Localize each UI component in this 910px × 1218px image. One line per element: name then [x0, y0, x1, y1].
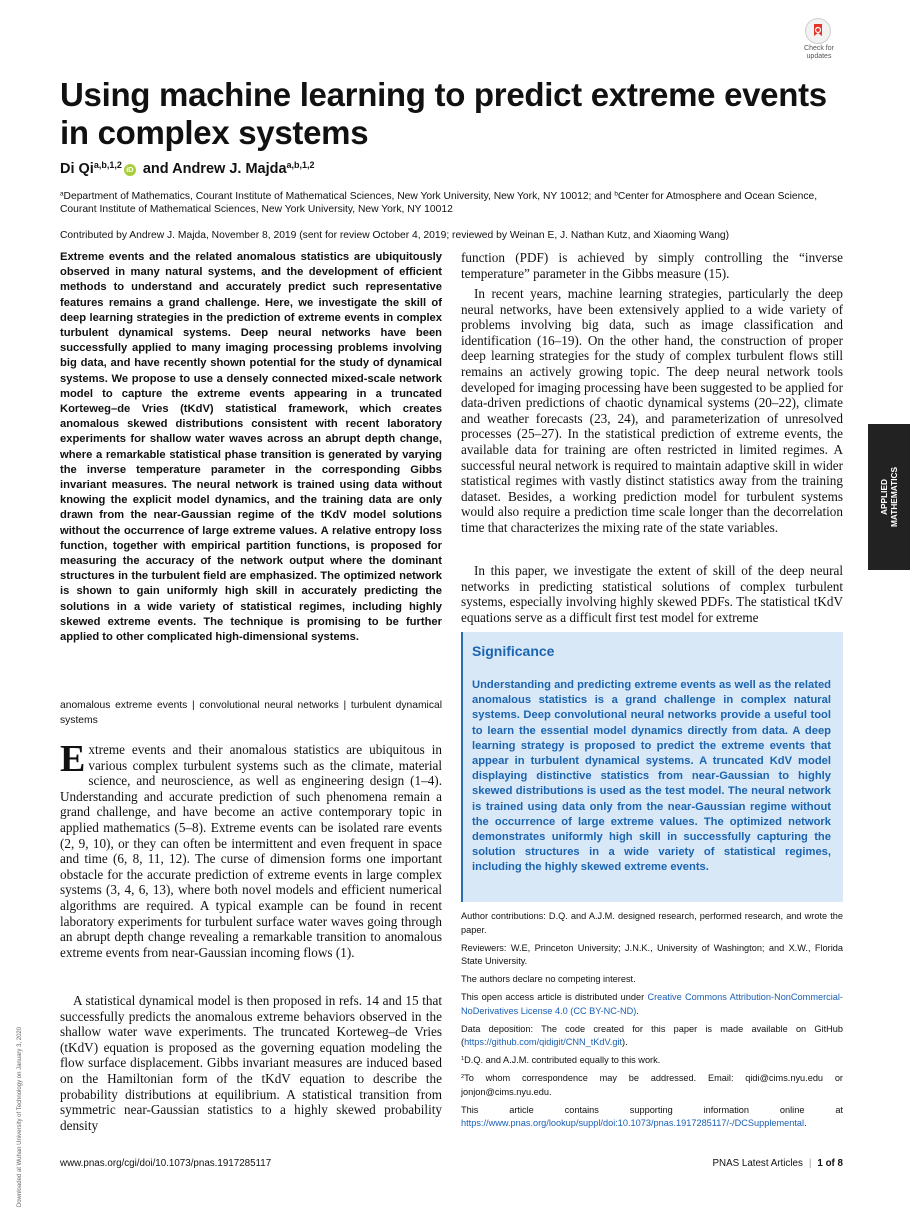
- author-name[interactable]: Andrew J. Majda: [172, 161, 287, 177]
- license-note: [461, 991, 843, 1018]
- affiliation-mark: a: [60, 190, 64, 198]
- license-link[interactable]: Creative Commons Attribution-NonCommercial-NoDerivatives License 4.0 (CC BY-NC-ND): [461, 992, 843, 1016]
- abstract: Extreme events and the related anomalous statistics are ubiquitously observed in many natural systems, and the development of efficient methods to understand and accurately predict such representative features remains a grand challenge. Here, we investigate the skill of deep learning strategies in the prediction of extreme events in complex turbulent dynamical systems. Deep neural networks have been successfully applied to many imaging processing problems involving big data, and have recently shown potential for the study of dynamical systems. We propose to use a densely connected mixed-scale network model to capture the extreme events appearing in a truncated Korteweg–de Vries (tKdV) statistical framework, which creates anomalous skewed distributions consistent with recent laboratory experiments for shallow water waves across an abrupt depth change, where a remarkable statistical phase transition is generated by varying the inverse temperature parameter in the corresponding Gibbs invariant measures. The neural network is trained using data without knowing the explicit model dynamics, and the training data are only drawn from the near-Gaussian regime of the tKdV model solutions without the occurrence of large extreme values. A relative entropy loss function, together with empirical partition functions, is proposed for measuring the accuracy of the network output where the dominant structures in the turbulent field are emphasized. The optimized network is shown to gain uniformly high skill in accurately predicting the solutions in a wide variety of statistical regimes, including highly skewed extreme events. The technique is promising to be further applied to other complicated high-dimensional systems.: [60, 251, 442, 644]
- download-note: [12, 1022, 28, 1212]
- significance-text: Understanding and predicting extreme events as well as the related anomalous statistics is a grand challenge in complex natural systems. Deep convolutional neural networks provide a useful tool to learn the essential model dynamics directly from data. A deep learning strategy is proposed to predict the extreme events that appear in turbulent dynamical systems. A truncated KdV model displaying distinctive statistics from near-Gaussian to highly skewed distributions is used as the test model. The neural network is trained using data only from the near-Gaussian regime without the occurrence of large extreme values. The optimized network demonstrates uniformly high skill in successfully capturing the solution structures in a wide variety of statistical regimes, including the highly skewed extreme events.: [472, 679, 831, 874]
- supporting-info: [461, 1104, 843, 1131]
- check-for-updates-badge[interactable]: [796, 18, 842, 64]
- author-superscript: a,b,1,2: [286, 160, 315, 171]
- download-note-text: Downloaded at Wuhan University of Technology on January 3, 2020: [17, 1026, 23, 1208]
- reviewers-note: Reviewers: W.E, Princeton University; J.N.K., University of Washington; and X.W., Florida State University.: [461, 942, 843, 966]
- drop-cap: E: [60, 738, 86, 780]
- badge-line-1: Check for: [804, 45, 834, 52]
- competing-interest: The authors declare no competing interest.: [461, 974, 636, 984]
- affiliation-text: Department of Mathematics, Courant Institute of Mathematical Sciences, New York University, New York, NY 10012; and: [63, 191, 615, 202]
- si-link[interactable]: https://www.pnas.org/lookup/suppl/doi:10.1073/pnas.1917285117/-/DCSupplemental: [461, 1118, 805, 1128]
- author-name[interactable]: Di Qi: [60, 161, 94, 177]
- intro-text: xtreme events and their anomalous statistics are ubiquitous in various complex turbulent systems such as the climate, material science, and neuroscience, as well as engineering design (1–4). Understanding and accurate prediction of such phenomena remain a grand challenge, and have become an active contemporary topic in applied mathematics (5–8). Extreme events can be isolated rare events (2, 9, 10), or they can often be intermittent and even frequent in space and time (6, 8, 11, 12). The curse of dimension forms one important obstacle for the accurate prediction of extreme events in large complex systems (3, 4, 6, 13), where both novel models and efficient numerical algorithms are required. A typical example can be found in recent laboratory experiments for turbulent surface water waves going through an abrupt depth change revealing a remarkable transition to anomalous extreme events from near-Gaussian incoming flows (1).: [60, 742, 442, 960]
- footnote-1: [461, 1054, 843, 1068]
- article-notes: [461, 910, 843, 1135]
- intro-paragraph: [60, 738, 442, 960]
- deposition-prefix: Data deposition: The code created for this paper is made available on GitHub (: [461, 1023, 843, 1047]
- footer-page-info: [700, 1158, 843, 1169]
- author-contributions: Author contributions: D.Q. and A.J.M. designed research, performed research, and wrote the paper.: [461, 911, 843, 935]
- significance-title: Significance: [472, 643, 555, 659]
- data-deposition: [461, 1023, 843, 1050]
- body-paragraph: A statistical dynamical model is then proposed in refs. 14 and 15 that successfully predicts the anomalous extreme behaviors observed in the shallow water wave experiments. The truncated Korteweg–de Vries (tKdV) equation is proposed as the governing equation modeling the flow surface displacement. Gibbs invariant measures are induced based on the Hamiltonian form of the tKdV equation to describe the probability distributions at equilibrium. A statistical transition from symmetric near-Gaussian statistics to a highly skewed probability density: [60, 993, 442, 1133]
- body-paragraph: In recent years, machine learning strategies, particularly the deep neural networks, have been extensively applied to a wide variety of problems involving big data, such as image classification and identification (16–19). On the other hand, the construction of proper deep learning strategies for the study of complex turbulent flows still remains an actively growing topic. The deep neural network tools developed for imaging processing have been suggested to be applied for data-driven predictions of chaotic dynamical systems (20–22), climate and weather forecasts (23, 24), and parameterization of unresolved processes (25–27). In the statistical prediction of extreme events, the available data for training are often restricted in limited regimes. A successful neural network is required to maintain adaptive skill in wider statistical regimes with vastly distinct statistics away from the training dataset. Besides, a working prediction model for turbulent systems would also require a prediction time scale longer than the decorrelation time that characterizes the mixing rate of the state variables.: [461, 286, 843, 535]
- footnote-text: D.Q. and A.J.M. contributed equally to this work.: [464, 1055, 661, 1065]
- footer-journal: PNAS Latest Articles: [712, 1158, 803, 1169]
- footnote-text: To whom correspondence may be addressed. Email: qidi@cims.nyu.edu or jonjon@cims.nyu.edu.: [461, 1073, 843, 1097]
- footnote-mark: 1: [461, 1055, 465, 1062]
- side-tab-label: [879, 467, 899, 527]
- body-paragraph: In this paper, we investigate the extent of skill of the deep neural networks in predicting statistical solutions of complex turbulent systems, especially involving highly skewed PDFs. The statistical tKdV equations serve as a difficult first test model for extreme: [461, 563, 843, 625]
- section-side-tab: [868, 424, 910, 570]
- side-tab-line: APPLIED: [879, 479, 889, 515]
- footer-separator: |: [808, 1158, 812, 1169]
- footer-page-number: 1 of 8: [817, 1158, 843, 1169]
- contributed-line: Contributed by Andrew J. Majda, November 8, 2019 (sent for review October 4, 2019; reviewed by Weinan E, J. Nathan Kutz, and Xiaoming Wang): [60, 230, 730, 241]
- author-superscript: a,b,1,2: [93, 160, 122, 171]
- footer-doi-url[interactable]: www.pnas.org/cgi/doi/10.1073/pnas.1917285117: [60, 1158, 272, 1169]
- paper-title: Using machine learning to predict extreme events in complex systems: [60, 76, 827, 151]
- si-suffix: .: [804, 1118, 807, 1128]
- deposition-suffix: ).: [622, 1037, 628, 1047]
- bookmark-icon: [811, 23, 825, 37]
- author-conjunction: and: [142, 161, 169, 177]
- author-line: [60, 161, 315, 177]
- github-link[interactable]: https://github.com/qidigit/CNN_tKdV.git: [464, 1037, 623, 1047]
- footnote-mark: 2: [461, 1073, 465, 1080]
- keywords: anomalous extreme events | convolutional neural networks | turbulent dynamical systems: [60, 700, 442, 726]
- license-suffix: .: [636, 1005, 639, 1016]
- license-prefix: This open access article is distributed under: [461, 992, 648, 1002]
- affiliation-mark: b: [614, 190, 618, 198]
- orcid-icon[interactable]: iD: [124, 164, 136, 176]
- affiliations: [60, 191, 850, 217]
- body-paragraph: function (PDF) is achieved by simply controlling the “inverse temperature” parameter in the Gibbs measure (15).: [461, 250, 843, 281]
- si-prefix: This article contains supporting information online at: [461, 1104, 843, 1115]
- footnote-2: [461, 1072, 843, 1099]
- side-tab-line: MATHEMATICS: [889, 466, 899, 528]
- affiliation-text: Center for Atmosphere and Ocean Science, Courant Institute of Mathematical Sciences, New York University, New York, NY 10012: [60, 191, 818, 215]
- badge-line-2: updates: [806, 53, 832, 60]
